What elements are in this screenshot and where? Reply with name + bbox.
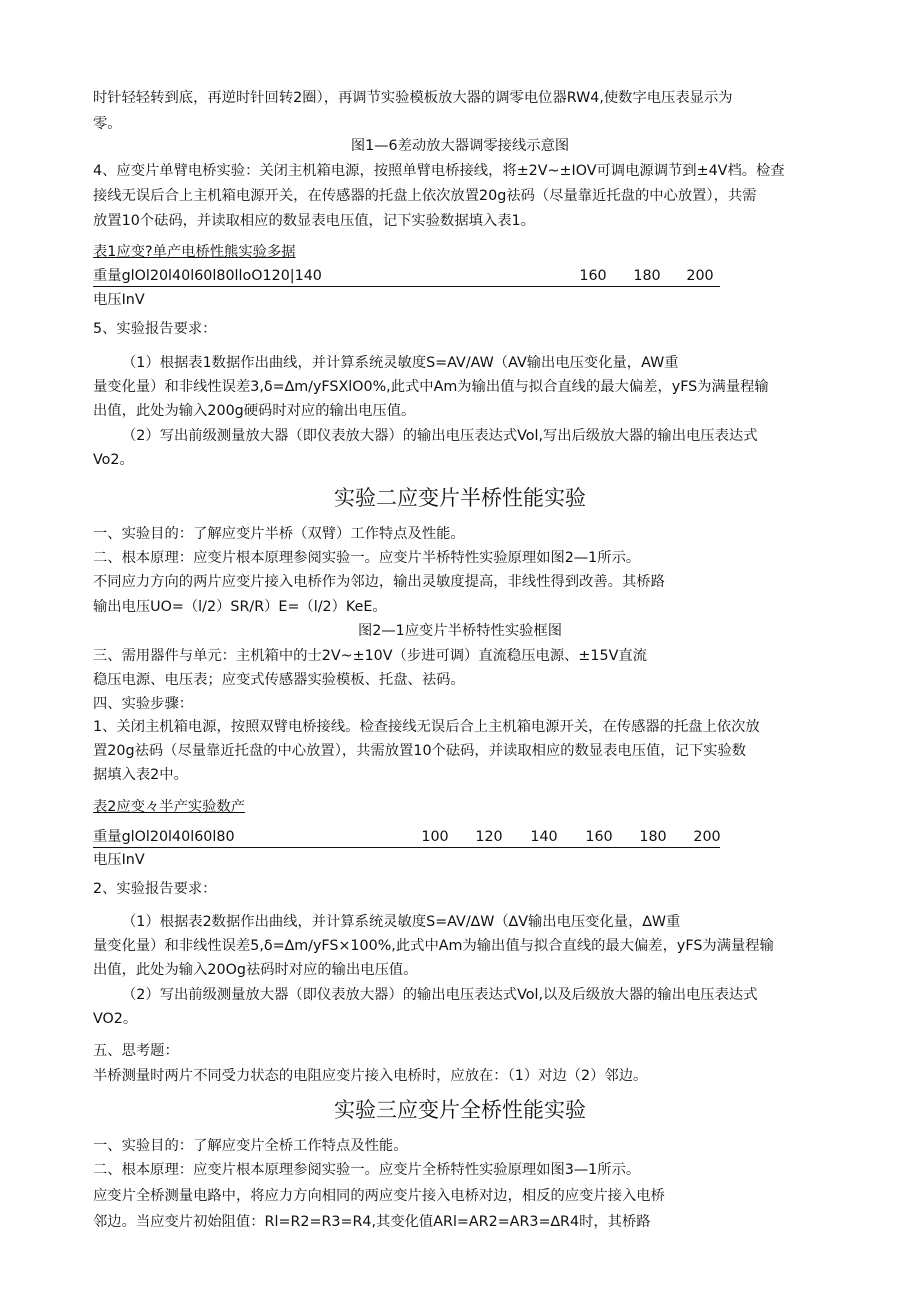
table2-cell: 140 [530, 829, 558, 845]
text-line: 一、实验目的：了解应变片半桥（双臂）工作特点及性能。 [93, 526, 465, 542]
text-line: 三、需用器件与单元：主机箱中的士2V~±10V（步进可调）直流稳压电源、±15V直流 [93, 648, 647, 664]
text-line: 半桥测量时两片不同受力状态的电阻应变片接入电桥时，应放在：（1）对边（2）邻边。 [93, 1068, 648, 1084]
text-line: 邻边。当应变片初始阻值：Rl=R2=R3=R4,其变化值ARl=AR2=AR3=∆R4时，其桥路 [93, 1214, 651, 1230]
text-line: 一、实验目的：了解应变片全桥工作特点及性能。 [93, 1138, 408, 1154]
text-line: VO2。 [93, 1011, 138, 1027]
text-line: 接线无误后合上主机箱电源开关，在传感器的托盘上依次放置20g祛码（尽量靠近托盘的中心放置），共需 [93, 188, 757, 204]
text-line: 出值，此处为输入200g硬码时对应的输出电压值。 [93, 403, 416, 419]
text-line: 5、实验报告要求： [93, 321, 217, 337]
text-line: 放置10个砝码，并读取相应的数显表电压值，记下实验数据填入表1。 [93, 213, 535, 229]
table1-voltage-label: 电压InV [93, 292, 145, 308]
table-caption: 表2应变々半产实验数产 [93, 799, 246, 815]
table1-weight-header: 重量glOl20l40l60l80lloO120|140 [93, 268, 322, 284]
text-line: 零。 [93, 116, 122, 132]
table2-cell: 180 [639, 829, 667, 845]
text-line: 不同应力方向的两片应变片接入电桥作为邻边，输出灵敏度提高，非线性得到改善。其桥路 [93, 574, 665, 590]
text-line: 五、思考题： [93, 1043, 179, 1059]
table2-weight-header: 重量glOl20l40l60l80 [93, 829, 235, 845]
text-line: 二、根本原理：应变片根本原理参阅实验一。应变片全桥特性实验原理如图3—1所示。 [93, 1162, 641, 1178]
text-line: 量变化量）和非线性误差5,δ=∆m∕yFS×100%,此式中Am为输出值与拟合直线的最大偏差，yFS为满量程输 [93, 938, 774, 954]
section-title: 实验二应变片半桥性能实验 [334, 486, 586, 510]
table2-voltage-label: 电压InV [93, 852, 145, 868]
text-line: 应变片全桥测量电路中，将应力方向相同的两应变片接入电桥对边，相反的应变片接入电桥 [93, 1188, 665, 1204]
text-line: 时针轻轻转到底，再逆时针回转2圈），再调节实验模板放大器的调零电位器RW4,使数字电压表显示为 [93, 90, 733, 106]
text-line: （2）写出前级测量放大器（即仪表放大器）的输出电压表达式Vol,以及后级放大器的输出电压表达式 [122, 987, 758, 1003]
table2-cell: 160 [585, 829, 613, 845]
text-line: （1）根据表2数据作出曲线，并计算系统灵敏度S=AV/∆W（∆V输出电压变化量，∆W重 [122, 914, 681, 930]
table2-cell: 100 [421, 829, 449, 845]
text-line: 据填入表2中。 [93, 767, 188, 783]
text-line: Vo2。 [93, 452, 134, 468]
section-title: 实验三应变片全桥性能实验 [334, 1098, 586, 1122]
table1-weight-row [93, 266, 720, 287]
text-line: 稳压电源、电压表；应变式传感器实验模板、托盘、祛码。 [93, 672, 465, 688]
text-line: 四、实验步骤： [93, 696, 194, 712]
figure-caption: 图2—1应变片半桥特性实验框图 [357, 623, 563, 639]
text-line: 1、关闭主机箱电源，按照双臂电桥接线。检查接线无误后合上主机箱电源开关，在传感器的托盘上依次放 [93, 719, 760, 735]
text-line: 输出电压UO=（l/2）SR/R）E=（l/2）KeE。 [93, 599, 387, 615]
text-line: 置20g祛码（尽量靠近托盘的中心放置），共需放置10个砝码，并读取相应的数显表电压值，记下实验数 [93, 743, 747, 759]
table1-cell: 160 [579, 268, 607, 284]
text-line: （1）根据表1数据作出曲线，并计算系统灵敏度S=AV/AW（AV输出电压变化量，AW重 [122, 355, 679, 371]
table2-cell: 120 [475, 829, 503, 845]
text-line: 4、应变片单臂电桥实验：关闭主机箱电源，按照单臂电桥接线，将±2V~±IOV可调电源调节到±4V档。检查 [93, 163, 785, 179]
table1-cell: 180 [633, 268, 661, 284]
figure-caption: 图1—6差动放大器调零接线示意图 [350, 138, 570, 154]
text-line: （2）写出前级测量放大器（即仪表放大器）的输出电压表达式Vol,写出后级放大器的输出电压表达式 [122, 428, 758, 444]
text-line: 出值，此处为输入20Og祛码时对应的输出电压值。 [93, 962, 418, 978]
table1-cell: 200 [686, 268, 714, 284]
table2-cell: 200 [693, 829, 721, 845]
table2-weight-row [93, 827, 720, 848]
text-line: 2、实验报告要求： [93, 881, 217, 897]
table-caption: 表1应变?单产电桥性熊实验多据 [93, 244, 296, 260]
text-line: 二、根本原理：应变片根本原理参阅实验一。应变片半桥特性实验原理如图2—1所示。 [93, 550, 641, 566]
text-line: 量变化量）和非线性误差3,δ=∆m∕yFSXlO0%,此式中Am为输出值与拟合直线的最大偏差，yFS为满量程输 [93, 379, 769, 395]
